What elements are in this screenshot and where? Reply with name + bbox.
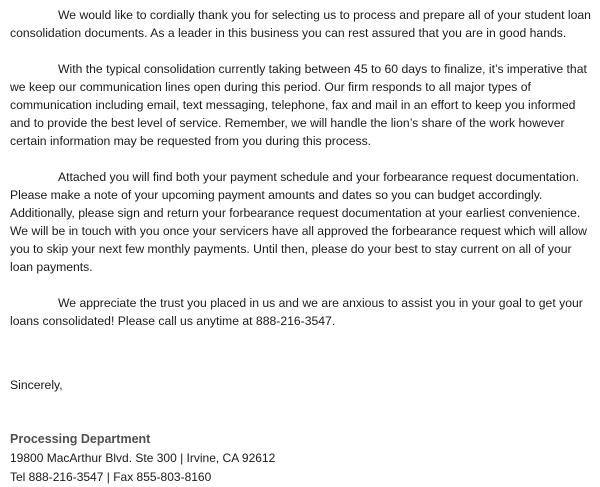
paragraph-communication: With the typical consolidation currently taking between 45 to 60 days to finalize, it’s imperative that we keep our communication lines open during this period. Our firm responds to all major types of communication including email, text messaging, telephone, fax and mail in an effort to keep you informed and to provide the best level of service. Remember, we will handle the lion’s share of the work however certain information may be requested from you during this process. [10, 62, 587, 148]
paragraph-appreciation: We appreciate the trust you placed in us and we are anxious to assist you in your goal to get your loans consolidated! Please call us anytime at 888-216-3547. [10, 296, 583, 328]
signature-block [10, 430, 594, 487]
address-line: 19800 MacArthur Blvd. Ste 300 | Irvine, CA 92612 [10, 451, 276, 465]
closing-salutation: Sincerely, [10, 378, 63, 392]
phone-fax-line: Tel 888-216-3547 | Fax 855-803-8160 [10, 470, 212, 484]
paragraph-thank-you: We would like to cordially thank you for selecting us to process and prepare all of your student loan consolidation documents. As a leader in this business you can rest assured that you are in good hands. [10, 8, 591, 40]
paragraph-attachments: Attached you will find both your payment schedule and your forbearance request documentation. Please make a note of your upcoming payment amounts and dates so you can budget accordingly. Additionally, please sign and return your forbearance request documentation at your earliest convenience. We will be in touch with you once your servicers have all approved the forbearance request which will allow you to skip your next few monthly payments. Until then, please do your best to stay current on all of your loan payments. [10, 170, 587, 274]
department-name: Processing Department [10, 432, 151, 446]
